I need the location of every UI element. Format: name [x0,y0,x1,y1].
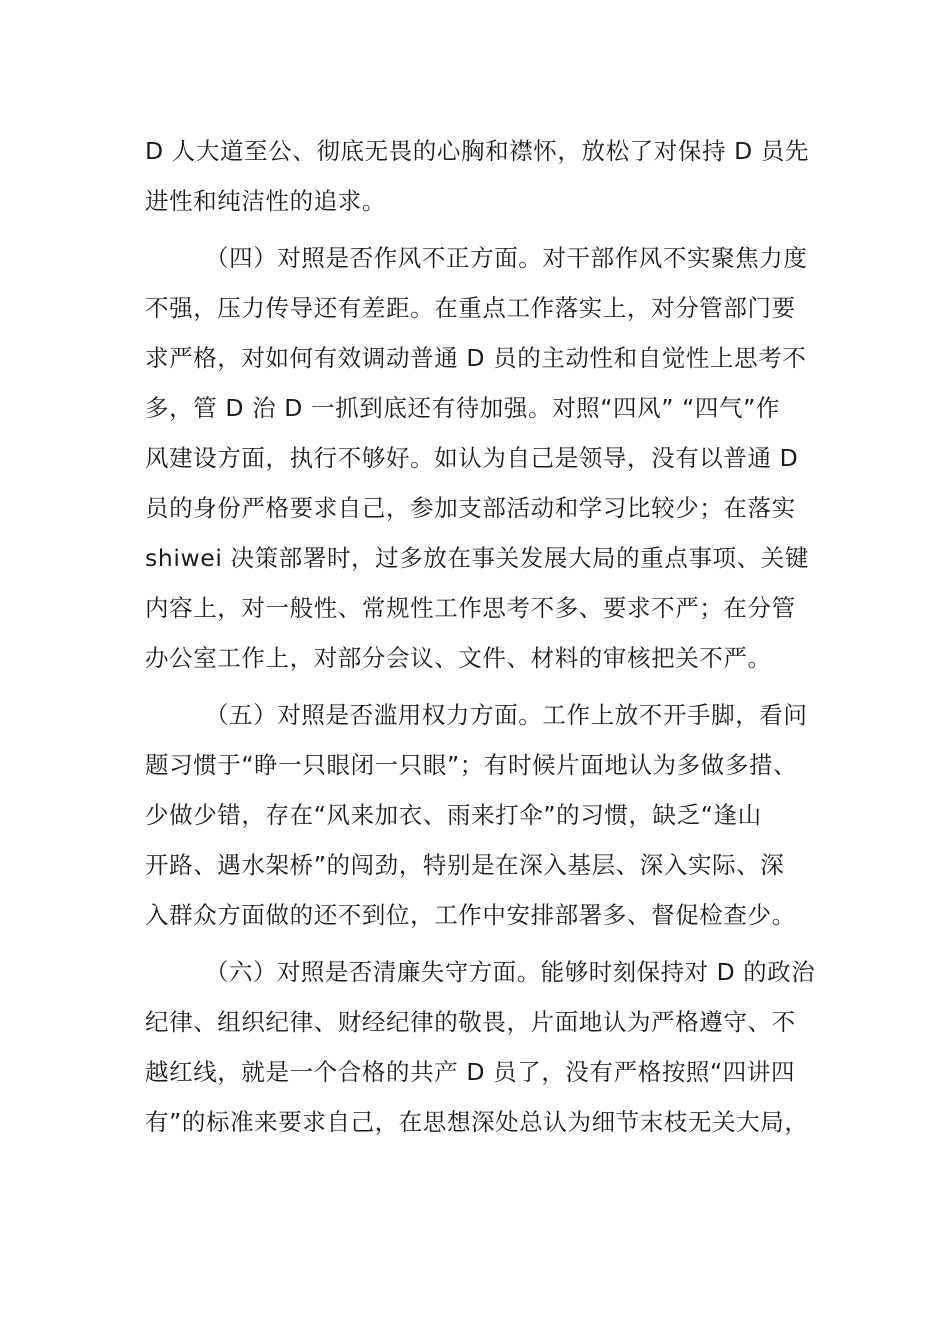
text-line: 纪律、组织纪律、财经纪律的敬畏，片面地认为严格遵守、不 [145,1008,796,1036]
text-line: 题习惯于“睁一只眼闭一只眼”；有时候片面地认为多做多措、 [145,751,798,779]
text-line: 越红线，就是一个合格的共产 D 员了，没有严格按照“四讲四 [145,1058,796,1086]
text-line: 多，管 D 治 D 一抓到底还有待加强。对照“四风” “四气”作 [145,394,780,422]
text-line: 员的身份严格要求自己，参加支部活动和学习比较少；在落实 [145,494,796,522]
text-line: 内容上，对一般性、常规性工作思考不多、要求不严；在分管 [145,594,796,622]
text-line: 办公室工作上，对部分会议、文件、材料的审核把关不严。 [145,644,772,672]
text-line: 有”的标准来要求自己，在思想深处总认为细节末枝无关大局， [145,1108,809,1136]
text-line: D 人大道至公、彻底无畏的心胸和襟怀，放松了对保持 D 员先 [145,137,810,165]
text-line: 少做少错，存在“风来加衣、雨来打伞”的习惯，缺乏“逢山 [145,801,762,829]
section-heading-5: （五）对照是否滥用权力方面。工作上放不开手脚，看问 [205,701,808,729]
text-line: 进性和纯洁性的追求。 [145,187,386,215]
text-line: 风建设方面，执行不够好。如认为自己是领导，没有以普通 D [145,444,799,472]
section-heading-4: （四）对照是否作风不正方面。对干部作风不实聚焦力度 [205,244,808,272]
text-line: 入群众方面做的还不到位，工作中安排部署多、督促检查少。 [145,901,796,929]
text-line: shiwei 决策部署时，过多放在事关发展大局的重点事项、关键 [145,544,809,572]
section-heading-6: （六）对照是否清廉失守方面。能够时刻保持对 D 的政治 [205,958,816,986]
text-line: 不强，压力传导还有差距。在重点工作落实上，对分管部门要 [145,294,796,322]
text-line: 求严格，对如何有效调动普通 D 员的主动性和自觉性上思考不 [145,344,807,372]
text-line: 开路、遇水架桥”的闯劲，特别是在深入基层、深入实际、深 [145,851,785,879]
